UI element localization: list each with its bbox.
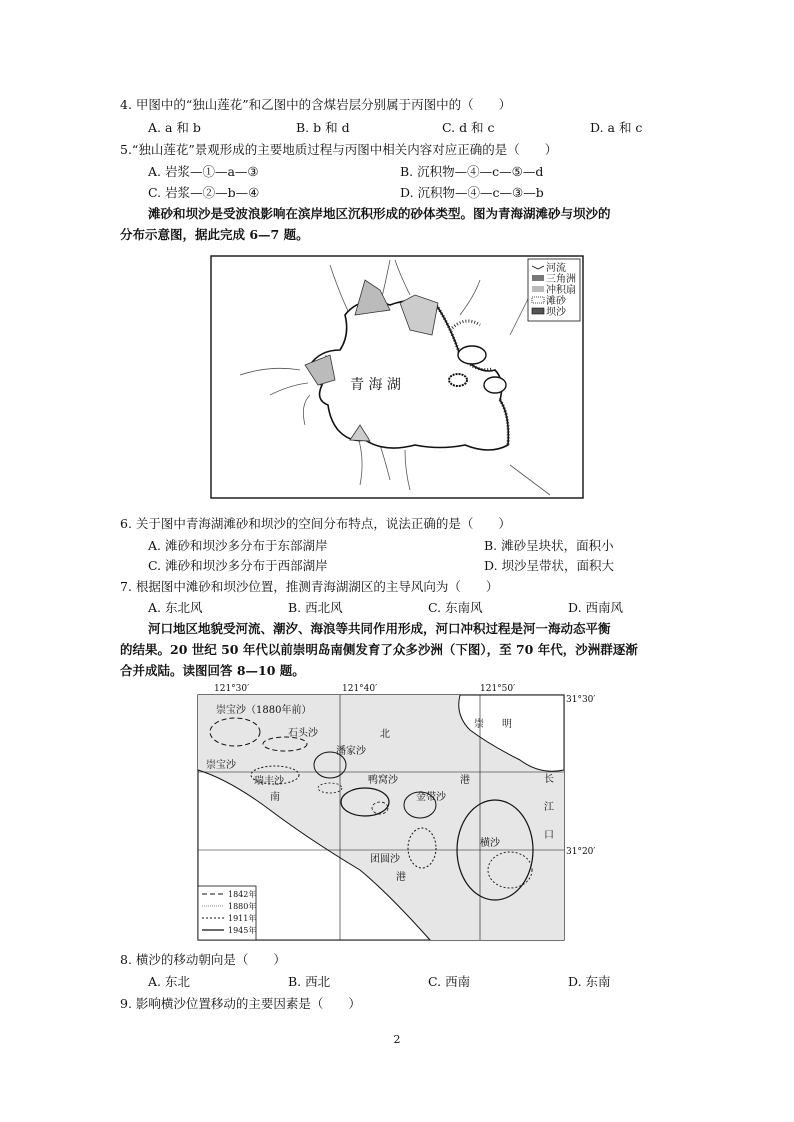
intro2-line2: 的结果。20 世纪 50 年代以前崇明岛南侧发育了众多沙洲（下图），至 70 年代，沙洲群逐渐 [120,642,638,657]
q8-option-a: A. 东北 [148,974,190,989]
q5-option-c: C. 岩浆—②—b—④ [148,185,260,200]
legend-1945: 1945年 [228,926,257,935]
place-chongbaosha-1880: 崇宝沙（1880年前） [216,705,312,716]
lat-label: 31°30′ [566,695,596,705]
place-nan: 南 [270,792,280,803]
page-number: 2 [393,1033,401,1046]
legend-1842: 1842年 [228,890,257,899]
q4-option-b: B. b 和 d [296,120,350,135]
legend-alluvial-fan: 冲积扇 [546,285,576,296]
place-ming: 明 [502,719,512,730]
legend-1880: 1880年 [228,902,257,911]
intro1-line1: 滩砂和坝沙是受波浪影响在滨岸地区沉积形成的砂体类型。图为青海湖滩砂与坝沙的 [148,206,611,221]
place-ruifengsha: 瑞丰沙 [254,776,284,787]
legend-beach-sand: 滩砂 [546,296,566,307]
delta-legend-icon [532,275,544,281]
lon-label: 121°40′ [342,684,378,694]
q6-stem: 6. 关于图中青海湖滩砂和坝沙的空间分布特点，说法正确的是（ ） [120,516,511,531]
place-chang: 长 [544,774,554,785]
q5-option-a: A. 岩浆—①—a—③ [148,164,259,179]
q4-option-d: D. a 和 c [590,120,643,135]
place-shitousha: 石头沙 [288,728,318,739]
q7-option-c: C. 东南风 [428,600,483,615]
intro1-line2: 分布示意图，据此完成 6—7 题。 [120,227,309,242]
bar-sand-island [484,377,506,393]
qinghai-lake-map [210,255,584,499]
q8-option-d: D. 东南 [568,974,611,989]
intro2-line1: 河口地区地貌受河流、潮汐、海浪等共同作用形成，河口冲积过程是河一海动态平衡 [148,621,611,636]
place-yawosha: 鸭窝沙 [368,775,398,786]
q9-stem: 9. 影响横沙位置移动的主要因素是（ ） [120,996,361,1011]
q6-option-c: C. 滩砂和坝沙多分布于西部湖岸 [148,558,328,573]
bar-sand-legend-icon [532,308,544,314]
place-jindaisha: 金带沙 [416,792,446,803]
lon-label: 121°50′ [480,684,516,694]
q5-option-b: B. 沉积物—④—c—⑤—d [400,164,544,179]
q5-option-d: D. 沉积物—④—c—③—b [400,185,544,200]
bar-sand-island [458,346,486,364]
map1-legend [528,259,580,321]
q5-stem: 5.“独山莲花”景观形成的主要地质过程与丙图中相关内容对应正确的是（ ） [120,142,558,157]
q8-option-b: B. 西北 [288,974,331,989]
q4-option-c: C. d 和 c [442,120,495,135]
place-gang-north: 港 [460,775,470,786]
place-bei: 北 [380,729,390,740]
place-tuanyuansha: 团圆沙 [370,854,400,865]
q8-stem: 8. 横沙的移动朝向是（ ） [120,952,286,967]
intro2-line3: 合并成陆。读图回答 8—10 题。 [120,663,305,678]
legend-bar-sand: 坝沙 [546,307,566,318]
legend-delta: 三角洲 [546,274,576,285]
legend-river: 河流 [546,263,566,274]
q4-stem: 4. 甲图中的“独山莲花”和乙图中的含煤岩层分别属于丙图中的（ ） [120,97,512,112]
place-chong: 崇 [474,719,484,730]
lake-label: 青 海 湖 [350,377,401,393]
q6-option-d: D. 坝沙呈带状，面积大 [484,558,615,573]
lat-label: 31°20′ [566,847,596,857]
place-hengsha: 横沙 [480,838,500,849]
q4-option-a: A. a 和 b [148,120,201,135]
place-jiang: 江 [544,802,554,813]
beach-sand-legend-icon [532,297,544,303]
alluvial-fan-legend-icon [532,286,544,292]
map2-legend [198,886,256,940]
legend-1911: 1911年 [228,914,257,923]
place-chongbaosha: 崇宝沙 [206,760,236,771]
q6-option-b: B. 滩砂呈块状，面积小 [484,538,614,553]
lon-label: 121°30′ [214,684,250,694]
yangtze-estuary-map [190,680,640,945]
q7-option-d: D. 西南风 [568,600,624,615]
place-panjiasha: 潘家沙 [336,746,366,757]
q6-option-a: A. 滩砂和坝沙多分布于东部湖岸 [148,538,328,553]
q7-option-a: A. 东北风 [148,600,203,615]
place-gang-south: 港 [396,872,406,883]
q8-option-c: C. 西南 [428,974,471,989]
place-kou: 口 [544,830,554,841]
bar-sand-island [449,374,467,386]
q7-option-b: B. 西北风 [288,600,343,615]
q7-stem: 7. 根据图中滩砂和坝沙位置，推测青海湖湖区的主导风向为（ ） [120,579,499,594]
